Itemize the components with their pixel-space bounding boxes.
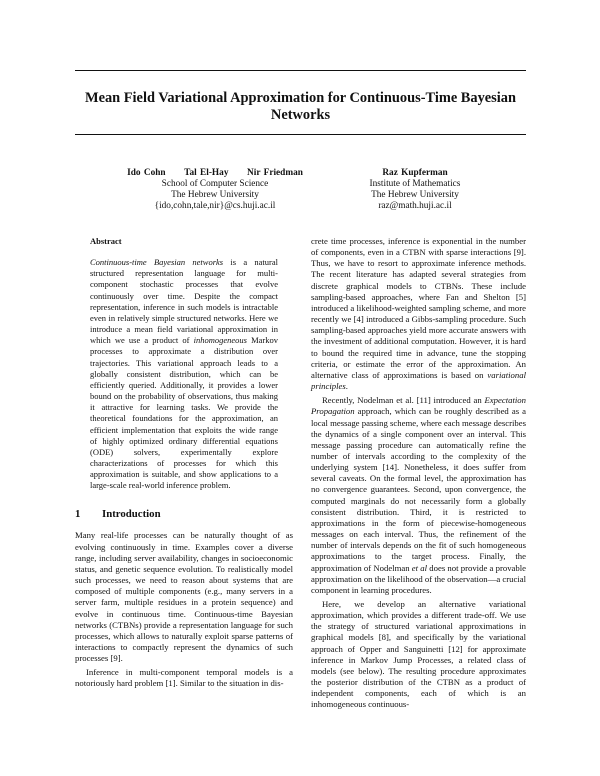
abstract-body — [90, 257, 278, 491]
top-rule — [75, 70, 526, 71]
left-column — [75, 236, 293, 690]
abstract-heading: Abstract — [90, 236, 122, 246]
department-right: Institute of Mathematics — [369, 179, 461, 189]
right-paragraph-3: Here, we develop an alternative variational approximation, which provides a different trade-off. We use the strategy of structured variational approximations in graphical models [8], and specifically by the variational approach of Opper and Sanguinetti [12] for approximate inference in Markov Jump Processes, a related class of models (see below). The resulting procedure approximates the posterior distribution of the CTBN as a product of independent components, each of which is an inhomogeneous continuous- — [311, 599, 526, 710]
right-p1-text-b: . — [345, 381, 348, 392]
right-column — [311, 236, 526, 711]
abstract-italic-2: inhomogeneous — [193, 335, 247, 346]
abstract-text-2: Markov processes to approximate a distribution over trajectories. This variational approach leads to a globally consistent distribution, which can be efficiently queried. Additionally, it provides a lower bound on the probability of observations, thus making it attractive for learning tasks. We provide the theoretical foundations for the approximation, an efficient implementation that exploits the wide range of highly optimized ordinary differential equations (ODE) solvers, experimentally explore characterizations of processes for which this approximation is suitable, and show applications to a large-scale real-world inference problem. — [90, 335, 278, 491]
right-p2-text-b: approach, which can be roughly described as a local message passing scheme, where each message describes the dynamics of a single component over an interval. This message passing procedure can automatically refine the number of intervals according to the complexity of the underlying system [14]. Nonetheless, it does suffer from several caveats. On the formal level, the approximation has no convergence guarantees. Second, upon convergence, the computed marginals do not necessarily form a globally consistent distribution. Third, it is restricted to approximations in the form of piecewise-homogeneous messages on each interval. Thus, the refinement of the number of intervals depends on the fit of such homogeneous approximations to the target process. Finally, the approximation of Nodelman — [311, 406, 526, 573]
right-p1-italic: variational principles — [311, 369, 526, 392]
abstract-text-1: is a natural structured representation language for multi-component stochastic processes that evolve continuously over time. Despite the compact representation, inference in such models is intractable even in relatively simple structured networks. Here we introduce a mean field variational approximation in which we use a product of — [90, 257, 278, 346]
author-names-left: Ido Cohn Tal El-Hay Nir Friedman — [127, 168, 303, 178]
intro-paragraph-2: Inference in multi-component temporal models is a notoriously hard problem [1]. Similar to the situation in dis- — [75, 667, 293, 689]
right-p2-text-c: does not provide a provable approximation on the likelihood of the observation—a crucial component in learning procedures. — [311, 562, 527, 595]
university-right: The Hebrew University — [371, 190, 459, 200]
right-p2-italic-2: et al — [411, 562, 428, 573]
section-heading-introduction: 1 Introduction — [75, 508, 161, 521]
title-bottom-rule — [75, 134, 526, 135]
right-p2-italic: Expectation Propagation — [311, 395, 526, 417]
right-paragraph-1 — [311, 236, 526, 392]
university-left: The Hebrew University — [171, 190, 259, 200]
right-p2-text-a: Recently, Nodelman et al. [11] introduced an — [322, 395, 485, 406]
affiliation-left — [110, 168, 320, 212]
email-right: raz@math.huji.ac.il — [378, 201, 452, 211]
right-paragraph-2 — [311, 395, 526, 596]
right-p1-text-a: crete time processes, inference is exponential in the number of components, even in a CTBN with sparse interactions [9]. Thus, we have to resort to approximate inference methods. The recent literature has adapted several strategies from discrete graphical models to CTBNs. These include sampling-based approaches, where Fan and Shelton [5] introduced a likelihood-weighted sampling scheme, and more recently we [4] introduced a Gibbs-sampling procedure. Such sampling-based approaches yield more accurate answers with the investment of additional computation. However, it is hard to bound the required time in advance, tune the stopping criteria, or estimate the error of the approximation. An alternative class of approximations is based on — [311, 236, 526, 380]
abstract-lead-italic: Continuous-time Bayesian networks — [90, 257, 224, 268]
intro-paragraph-1: Many real-life processes can be naturally thought of as evolving continuously in time. Examples cover a diverse range, including server availability, changes in socioeconomic status, and genetic sequence evolution. To realistically model such processes, we need to reason about systems that are composed of multiple components (e.g., many servers in a server farm, multiple residues in a protein sequence) and evolve in continuous time. Continuous-time Bayesian networks (CTBNs) provide a representation language for such processes, which allows to naturally exploit sparse patterns of interactions to compactly represent the dynamics of such processes [9]. — [75, 530, 293, 664]
email-left: {ido,cohn,tale,nir}@cs.huji.ac.il — [154, 201, 276, 211]
affiliation-right — [340, 168, 490, 212]
abstract — [75, 236, 293, 491]
paper-title: Mean Field Variational Approximation for Continuous-Time Bayesian Networks — [85, 90, 516, 123]
department-left: School of Computer Science — [161, 179, 269, 189]
author-names-right: Raz Kupferman — [382, 168, 448, 178]
